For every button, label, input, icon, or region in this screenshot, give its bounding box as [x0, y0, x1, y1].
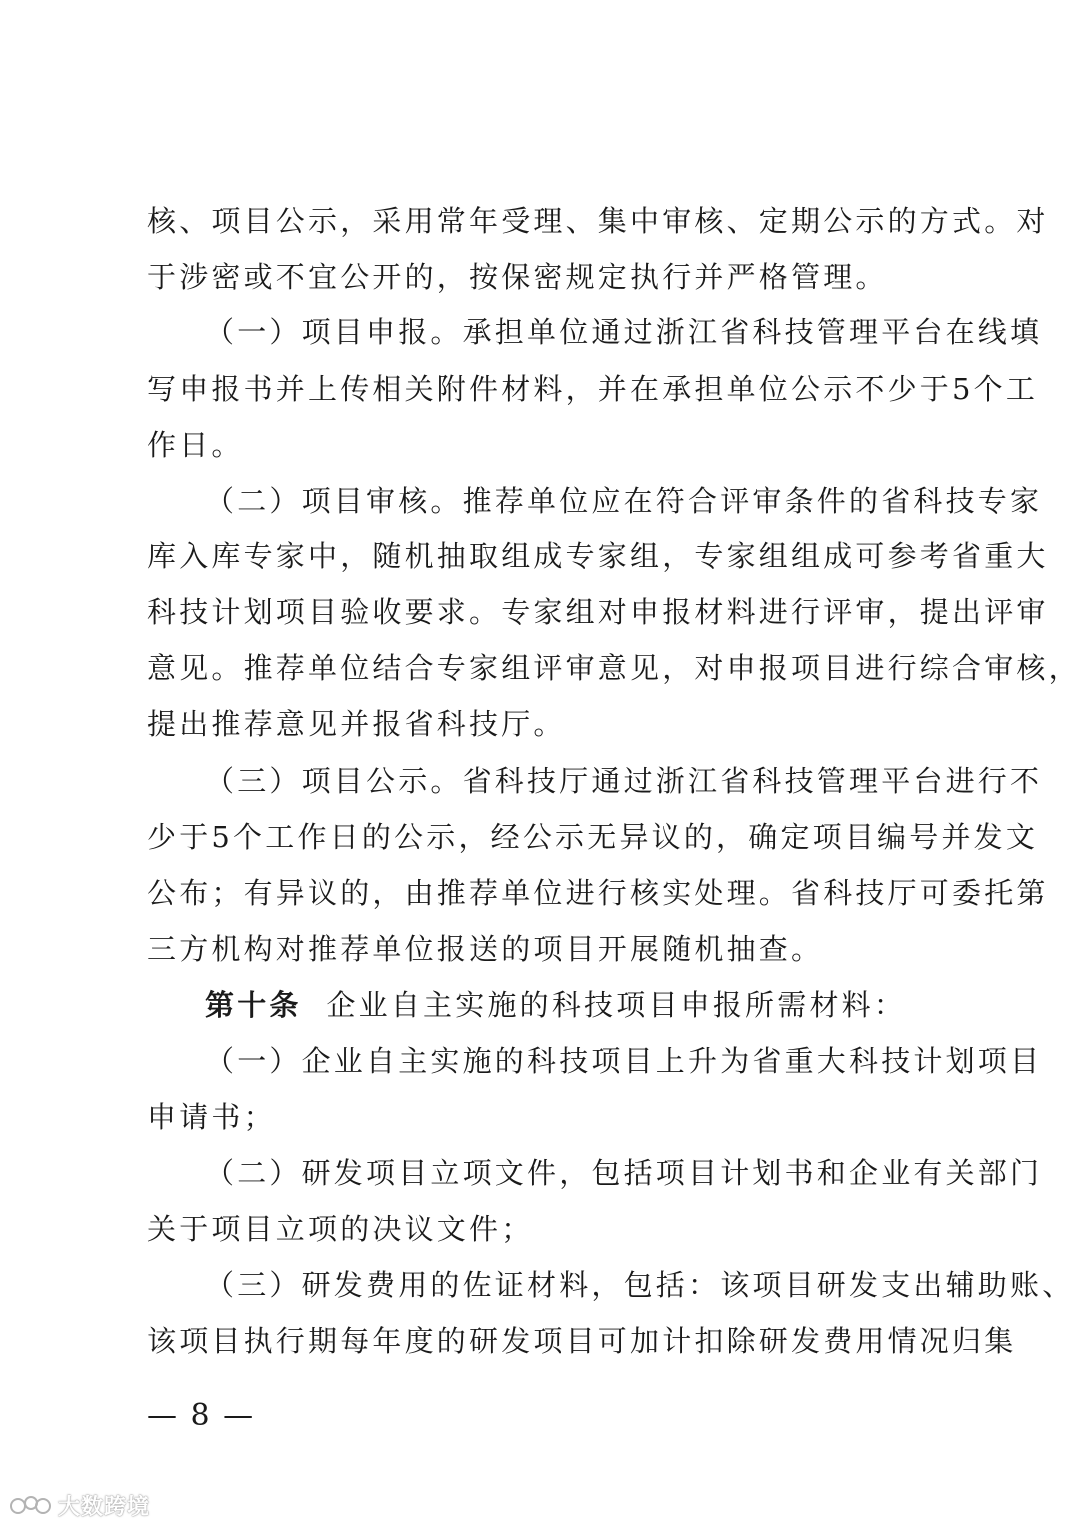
text-line: 写申报书并上传相关附件材料，并在承担单位公示不少于5个工: [147, 372, 1039, 406]
text-line: 公布；有异议的，由推荐单位进行核实处理。省科技厅可委托第: [147, 876, 1049, 910]
text-line: （三）研发费用的佐证材料，包括：该项目研发支出辅助账、: [205, 1268, 1075, 1302]
text-line: （一）项目申报。承担单位通过浙江省科技管理平台在线填: [205, 315, 1043, 349]
text-line: 提出推荐意见并报省科技厅。: [147, 707, 566, 741]
text-line: 库入库专家中，随机抽取组成专家组，专家组组成可参考省重大: [147, 539, 1049, 573]
watermark-text: 大数跨境: [58, 1495, 151, 1520]
article-line: [205, 988, 950, 1022]
text-line: 三方机构对推荐单位报送的项目开展随机抽查。: [147, 932, 824, 966]
text-line: 申请书；: [147, 1100, 276, 1134]
text-line: （三）项目公示。省科技厅通过浙江省科技管理平台进行不: [205, 764, 1043, 798]
watermark-logo-icon: [8, 1493, 54, 1519]
article-text: 企业自主实施的科技项目申报所需材料：: [326, 988, 907, 1022]
text-line: 意见。推荐单位结合专家组评审意见，对申报项目进行综合审核，: [147, 651, 1081, 685]
text-line: （一）企业自主实施的科技项目上升为省重大科技计划项目: [205, 1044, 1043, 1078]
text-line: 核、项目公示，采用常年受理、集中审核、定期公示的方式。对: [147, 204, 1049, 238]
text-line: 于涉密或不宜公开的，按保密规定执行并严格管理。: [147, 260, 888, 294]
page-number: — 8 —: [147, 1398, 256, 1433]
text-line: 关于项目立项的决议文件；: [147, 1212, 534, 1246]
text-line: 作日。: [147, 428, 244, 462]
text-line: （二）研发项目立项文件，包括项目计划书和企业有关部门: [205, 1156, 1043, 1190]
text-line: （二）项目审核。推荐单位应在符合评审条件的省科技专家: [205, 484, 1043, 518]
article-heading: 第十条: [205, 988, 302, 1022]
text-line: 科技计划项目验收要求。专家组对申报材料进行评审，提出评审: [147, 595, 1049, 629]
text-line: 该项目执行期每年度的研发项目可加计扣除研发费用情况归集: [147, 1324, 1017, 1358]
watermark: [8, 1490, 150, 1521]
text-line: 少于5个工作日的公示，经公示无异议的，确定项目编号并发文: [147, 820, 1039, 854]
